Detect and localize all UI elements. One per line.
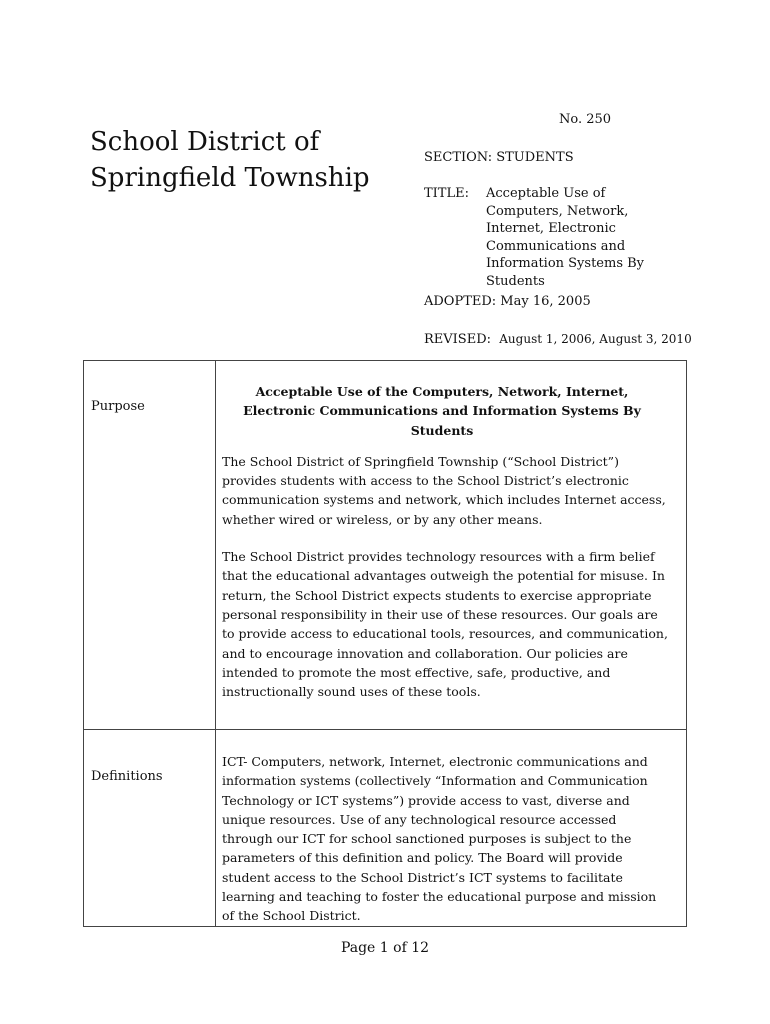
purpose-paragraph: The School District provides technology resources with a firm belief that the educational advantages outweigh the potential for misuse. In return, the School District expects students to exercise appropriate personal responsibility in their use of these resources. Our goals are to provide access to educational tools, resources, and communication, and to encourage innovation and collaboration. Our policies are intended to promote the most effective, safe, productive, and instructionally sound uses of these tools. [222, 549, 668, 700]
table-row [84, 730, 687, 927]
policy-title-value: Acceptable Use of Computers, Network, Internet, Electronic Communications and Information Systems By Students [486, 186, 645, 289]
district-name: School District of Springfield Township [90, 127, 370, 193]
page-indicator: Page 1 of 12 [340, 940, 430, 956]
policy-revised-block [424, 331, 692, 349]
table-row [84, 361, 687, 730]
policy-adopted-date: ADOPTED: May 16, 2005 [424, 294, 591, 309]
policy-section: SECTION: STUDENTS [424, 150, 574, 165]
section-label-cell [84, 730, 216, 927]
section-heading: Acceptable Use of the Computers, Network, Internet, Electronic Communications and Information Systems By Students [243, 384, 641, 438]
policy-revised-dates: August 1, 2006, August 3, 2010 [499, 332, 692, 346]
definitions-paragraph: ICT- Computers, network, Internet, electronic communications and information systems (collectively “Information and Communication Technology or ICT systems”) provide access to vast, diverse and unique resources. Use of any technological resource accessed through our ICT for school sanctioned purposes is subject to the parameters of this definition and policy. The Board will provide student access to the School District’s ICT systems to facilitate learning and teaching to foster the educational purpose and mission of the School District. [222, 754, 657, 924]
policy-table [83, 360, 687, 927]
section-label-purpose: Purpose [91, 399, 145, 414]
section-content-cell [216, 361, 687, 730]
section-label-cell [84, 361, 216, 730]
section-label-definitions: Definitions [91, 769, 163, 784]
section-content-cell [216, 730, 687, 927]
policy-revised-label: REVISED: [424, 332, 491, 347]
policy-number: No. 250 [559, 112, 612, 127]
purpose-paragraph: The School District of Springfield Township (“School District”) provides students with access to the School District’s electronic communication systems and network, which includes Internet access, whether wired or wireless, or by any other means. [222, 453, 666, 527]
policy-title-label: TITLE: [424, 186, 469, 201]
